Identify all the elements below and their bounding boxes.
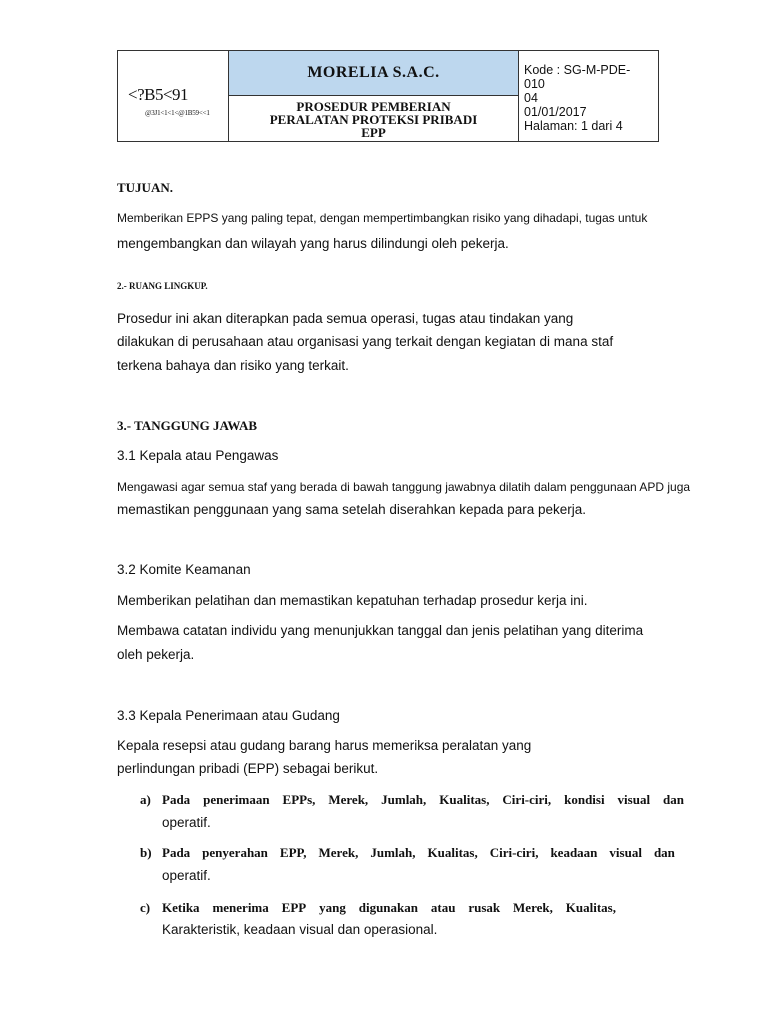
list-item-a-line-2: operatif.: [162, 815, 211, 830]
subheading-3-2: 3.2 Komite Keamanan: [117, 562, 251, 577]
title-line-1: PROSEDUR PEMBERIAN: [296, 99, 451, 114]
list-item-a-word: Kualitas,: [439, 792, 490, 807]
list-item-b-word: EPP,: [279, 845, 307, 860]
ruang-line-2: dilakukan di perusahaan atau organisasi yang terkait dengan kegiatan di mana staf: [117, 334, 614, 349]
title-line-3: EPP: [361, 125, 386, 140]
sub-3-2-line-1: Memberikan pelatihan dan memastikan kepatuhan terhadap prosedur kerja ini.: [117, 593, 588, 608]
list-item-c-word: Merek,: [513, 900, 553, 915]
document-title: [229, 96, 519, 141]
list-item-a-word: penerimaan: [203, 792, 270, 807]
section-heading-tanggung-jawab: 3.- TANGGUNG JAWAB: [117, 418, 258, 433]
sub-3-1-line-2: memastikan penggunaan yang sama setelah diserahkan kepada para pekerja.: [117, 502, 587, 517]
tujuan-line-1: Memberikan EPPS yang paling tepat, dengan mempertimbangkan risiko yang dihadapi, tugas untuk: [117, 211, 648, 225]
list-item-c-word: rusak: [468, 900, 501, 915]
list-item-b-word: Kualitas,: [427, 845, 478, 860]
list-item-a-word: dan: [663, 792, 684, 807]
list-item-a-line-1: [162, 792, 684, 808]
meta-page: Halaman: 1 dari 4: [524, 119, 623, 133]
subheading-3-1: 3.1 Kepala atau Pengawas: [117, 448, 279, 463]
sub-3-2-line-2: Membawa catatan individu yang menunjukkan tanggal dan jenis pelatihan yang diterima: [117, 623, 644, 638]
list-marker-c: c): [140, 900, 151, 915]
section-heading-tujuan: TUJUAN.: [117, 180, 173, 195]
document-meta: [519, 51, 659, 141]
sub-3-1-line-1: Mengawasi agar semua staf yang berada di bawah tanggung jawabnya dilatih dalam penggunaan APD juga: [117, 480, 691, 494]
meta-revision: 04: [524, 91, 538, 105]
subheading-3-3: 3.3 Kepala Penerimaan atau Gudang: [117, 708, 340, 723]
title-line-2: PERALATAN PROTEKSI PRIBADI: [269, 112, 478, 127]
list-item-c-word: Kualitas,: [565, 900, 616, 915]
list-item-a-word: Merek,: [328, 792, 369, 807]
sub-3-2-line-3: oleh pekerja.: [117, 647, 195, 662]
list-item-c-word: menerima: [212, 900, 269, 915]
list-item-a-word: EPPs,: [282, 792, 316, 807]
list-item-c-line-2: Karakteristik, keadaan visual dan operasional.: [162, 922, 438, 937]
list-item-b-word: keadaan: [550, 845, 598, 860]
list-item-b-word: dan: [653, 845, 675, 860]
tujuan-line-2: mengembangkan dan wilayah yang harus dilindungi oleh pekerja.: [117, 236, 509, 251]
ruang-line-3: terkena bahaya dan risiko yang terkait.: [117, 358, 349, 373]
meta-code: Kode : SG-M-PDE-: [524, 63, 631, 77]
list-item-b-line-1: [162, 845, 675, 861]
meta-code-cont: 010: [524, 77, 545, 91]
ruang-line-1: Prosedur ini akan diterapkan pada semua operasi, tugas atau tindakan yang: [117, 311, 574, 326]
list-item-a-word: Pada: [162, 792, 191, 807]
list-item-b-word: penyerahan: [202, 845, 268, 860]
document-header-table: [117, 50, 659, 142]
logo-subtext: @3J1<1<1<@1B59<<1: [145, 109, 210, 117]
list-item-c-word: EPP: [281, 900, 307, 915]
meta-date: 01/01/2017: [524, 105, 587, 119]
logo-text: <?B5<91: [128, 85, 189, 104]
list-item-b-word: Ciri-ciri,: [489, 845, 539, 860]
list-item-b-word: Jumlah,: [370, 845, 416, 860]
list-item-a-word: kondisi: [564, 792, 605, 807]
list-item-c-word: digunakan: [358, 900, 418, 915]
section-heading-ruang-lingkup: 2.- RUANG LINGKUP.: [117, 281, 208, 291]
list-item-a-word: Ciri-ciri,: [502, 792, 552, 807]
list-item-b-word: visual: [609, 845, 642, 860]
company-name: MORELIA S.A.C.: [229, 51, 519, 96]
list-item-b-word: Merek,: [318, 845, 359, 860]
list-marker-a: a): [140, 792, 151, 807]
list-item-c-word: yang: [319, 900, 346, 915]
list-item-a-word: Jumlah,: [381, 792, 427, 807]
list-item-c-line-1: [162, 900, 616, 916]
list-item-c-word: atau: [430, 900, 456, 915]
list-item-b-word: Pada: [162, 845, 191, 860]
list-item-b-line-2: operatif.: [162, 868, 211, 883]
list-marker-b: b): [140, 845, 152, 860]
list-item-a-word: visual: [617, 792, 651, 807]
company-logo: [118, 51, 229, 141]
sub-3-3-line-2: perlindungan pribadi (EPP) sebagai berikut.: [117, 761, 379, 776]
list-item-c-word: Ketika: [162, 900, 200, 915]
sub-3-3-line-1: Kepala resepsi atau gudang barang harus memeriksa peralatan yang: [117, 738, 532, 753]
